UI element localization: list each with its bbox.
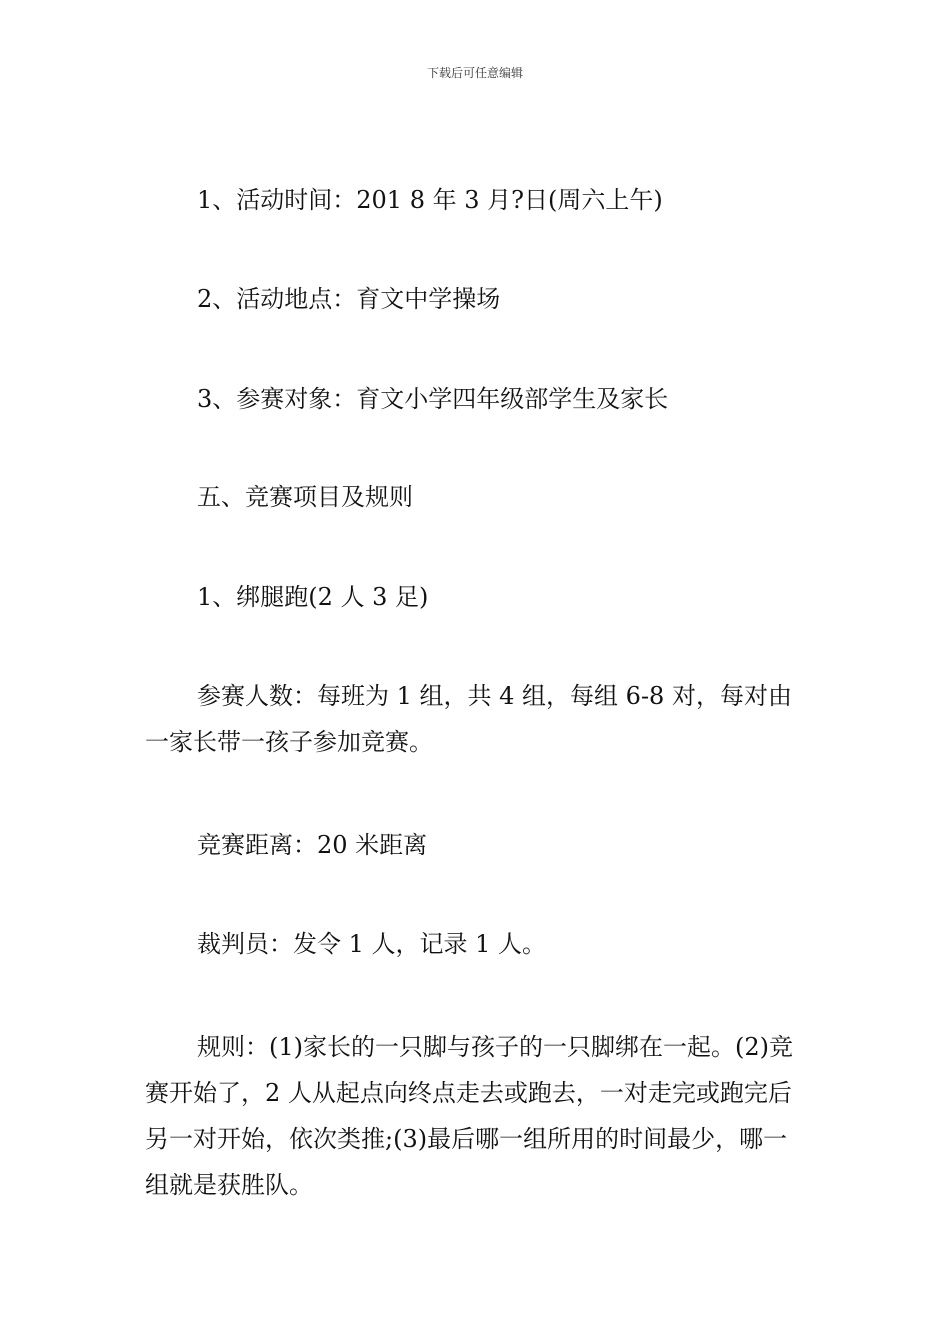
rules-paragraph: 规则：(1)家长的一只脚与孩子的一只脚绑在一起。(2)竞赛开始了，2 人从起点向终点走去或跑去，一对走完或跑完后另一对开始，依次类推;(3)最后哪一组所用的时间最少，哪一组就是获胜队。 [145, 1033, 793, 1199]
activity-location-paragraph: 2、活动地点：育文中学操场 [197, 285, 501, 313]
referee-paragraph: 裁判员：发令 1 人，记录 1 人。 [197, 930, 547, 958]
page-header: 下载后可任意编辑 [426, 66, 523, 80]
participant-count-paragraph: 参赛人数：每班为 1 组，共 4 组，每组 6-8 对，每对由一家长带一孩子参加竞赛。 [145, 682, 792, 756]
section-heading: 五、竞赛项目及规则 [197, 483, 413, 511]
race-distance-paragraph: 竞赛距离：20 米距离 [197, 831, 428, 859]
participants-paragraph: 3、参赛对象：育文小学四年级部学生及家长 [197, 385, 669, 413]
activity-time-paragraph: 1、活动时间：201 8 年 3 月?日(周六上午) [197, 186, 663, 214]
event-title: 1、绑腿跑(2 人 3 足) [197, 583, 429, 611]
